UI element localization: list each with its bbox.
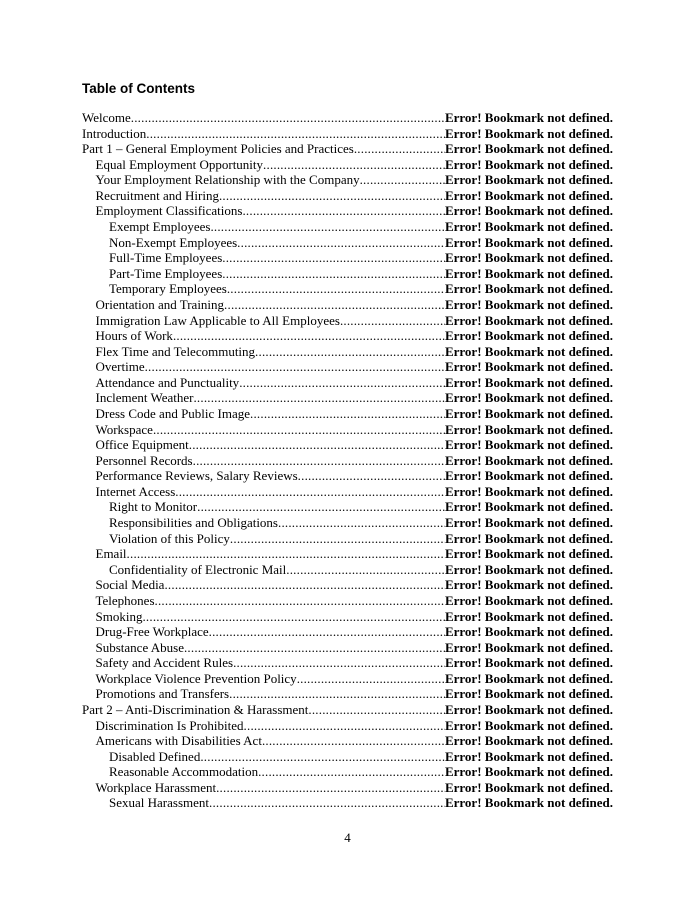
dot-leader xyxy=(222,266,445,282)
dot-leader xyxy=(244,718,445,734)
toc-entry-page-ref: Error! Bookmark not defined. xyxy=(444,156,613,172)
dot-leader xyxy=(197,499,445,515)
toc-entry[interactable] xyxy=(82,297,613,313)
dot-leader xyxy=(286,562,445,578)
toc-entry-page-ref: Error! Bookmark not defined. xyxy=(444,655,613,671)
toc-entry-page-ref: Error! Bookmark not defined. xyxy=(444,234,613,250)
toc-entry[interactable] xyxy=(82,733,613,749)
toc-entry-page-ref: Error! Bookmark not defined. xyxy=(444,421,613,437)
dot-leader xyxy=(278,515,445,531)
toc-entry-label: Right to Monitor xyxy=(109,499,198,515)
toc-entry-label: Promotions and Transfers xyxy=(95,686,230,702)
toc-entry-page-ref: Error! Bookmark not defined. xyxy=(444,592,613,608)
toc-entry-label: Exempt Employees xyxy=(109,219,211,235)
toc-title: Table of Contents xyxy=(82,81,195,96)
dot-leader xyxy=(189,437,445,453)
toc-entry[interactable] xyxy=(82,235,613,251)
dot-leader xyxy=(308,702,445,718)
toc-entry-label: Immigration Law Applicable to All Employees xyxy=(95,312,340,328)
toc-entry[interactable] xyxy=(82,531,613,547)
toc-entry-page-ref: Error! Bookmark not defined. xyxy=(444,187,613,203)
toc-entry[interactable] xyxy=(82,780,613,796)
toc-entry[interactable] xyxy=(82,609,613,625)
toc-entry-label: Workspace xyxy=(95,421,153,437)
toc-entry-page-ref: Error! Bookmark not defined. xyxy=(444,437,613,453)
toc-entry-page-ref: Error! Bookmark not defined. xyxy=(444,125,613,141)
dot-leader xyxy=(222,250,445,266)
toc-entry-label: Overtime xyxy=(95,359,145,375)
toc-entry-page-ref: Error! Bookmark not defined. xyxy=(444,701,613,717)
dot-leader xyxy=(262,733,445,749)
dot-leader xyxy=(230,531,445,547)
toc-entry[interactable] xyxy=(82,266,613,282)
dot-leader xyxy=(237,235,445,251)
toc-entry[interactable] xyxy=(82,203,613,219)
toc-entry-label: Social Media xyxy=(95,577,165,593)
toc-entry-page-ref: Error! Bookmark not defined. xyxy=(444,265,613,281)
dot-leader xyxy=(209,795,445,811)
toc-entry-label: Part-Time Employees xyxy=(109,265,223,281)
toc-entry-page-ref: Error! Bookmark not defined. xyxy=(444,748,613,764)
toc-entry-label: Part 1 – General Employment Policies and Practices xyxy=(82,141,354,157)
dot-leader xyxy=(127,546,445,562)
toc-entry-page-ref: Error! Bookmark not defined. xyxy=(444,795,613,811)
toc-entry[interactable] xyxy=(82,624,613,640)
toc-entry-label: Workplace Harassment xyxy=(95,779,217,795)
toc-entry-page-ref: Error! Bookmark not defined. xyxy=(444,374,613,390)
toc-entry-page-ref: Error! Bookmark not defined. xyxy=(444,483,613,499)
toc-entry[interactable] xyxy=(82,313,613,329)
toc-entry-page-ref: Error! Bookmark not defined. xyxy=(444,515,613,531)
toc-entry-label: Attendance and Punctuality xyxy=(95,374,240,390)
toc-entry[interactable] xyxy=(82,702,613,718)
toc-entry-label: Disabled Defined xyxy=(109,748,201,764)
toc-entry[interactable] xyxy=(82,562,613,578)
toc-entry-label: Performance Reviews, Salary Reviews xyxy=(95,468,298,484)
toc-entry[interactable] xyxy=(82,406,613,422)
toc-entry-page-ref: Error! Bookmark not defined. xyxy=(444,250,613,266)
toc-entry[interactable] xyxy=(82,546,613,562)
toc-entry-page-ref: Error! Bookmark not defined. xyxy=(444,717,613,733)
toc-entry[interactable] xyxy=(82,764,613,780)
toc-entry-label: Orientation and Training xyxy=(95,296,225,312)
toc-entry-label: Recruitment and Hiring xyxy=(95,187,219,203)
dot-leader xyxy=(209,624,445,640)
toc-entry-page-ref: Error! Bookmark not defined. xyxy=(444,624,613,640)
toc-entry-page-ref: Error! Bookmark not defined. xyxy=(444,530,613,546)
toc-entry[interactable] xyxy=(82,499,613,515)
toc-entry-page-ref: Error! Bookmark not defined. xyxy=(444,296,613,312)
toc-entry[interactable] xyxy=(82,577,613,593)
dot-leader xyxy=(219,188,445,204)
dot-leader xyxy=(164,577,444,593)
toc-entry-label: Flex Time and Telecommuting xyxy=(95,343,256,359)
toc-entry[interactable] xyxy=(82,188,613,204)
toc-entry[interactable] xyxy=(82,453,613,469)
toc-entry-label: Sexual Harassment xyxy=(109,795,210,811)
toc-entry-page-ref: Error! Bookmark not defined. xyxy=(444,764,613,780)
toc-entry-label: Full-Time Employees xyxy=(109,250,223,266)
toc-entry-page-ref: Error! Bookmark not defined. xyxy=(444,670,613,686)
toc-entry-label: Safety and Accident Rules xyxy=(95,655,234,671)
dot-leader xyxy=(250,406,445,422)
toc-entry[interactable] xyxy=(82,795,613,811)
toc-entry[interactable] xyxy=(82,718,613,734)
toc-entry[interactable] xyxy=(82,344,613,360)
toc-entry[interactable] xyxy=(82,390,613,406)
dot-leader xyxy=(131,110,445,126)
toc-entry-page-ref: Error! Bookmark not defined. xyxy=(444,561,613,577)
toc-entry[interactable] xyxy=(82,593,613,609)
toc-entry[interactable] xyxy=(82,281,613,297)
toc-entry-page-ref: Error! Bookmark not defined. xyxy=(444,203,613,219)
dot-leader xyxy=(146,126,445,142)
toc-entry-label: Non-Exempt Employees xyxy=(109,234,238,250)
toc-entry[interactable] xyxy=(82,250,613,266)
toc-entry-label: Employment Classifications xyxy=(95,203,243,219)
toc-entry-label: Workplace Violence Prevention Policy xyxy=(95,670,297,686)
toc-entry-page-ref: Error! Bookmark not defined. xyxy=(444,499,613,515)
toc-entry-label: Dress Code and Public Image xyxy=(95,405,251,421)
toc-entry[interactable] xyxy=(82,126,613,142)
toc-entry-label: Introduction xyxy=(82,125,147,141)
dot-leader xyxy=(263,157,445,173)
dot-leader xyxy=(340,313,445,329)
dot-leader xyxy=(258,764,445,780)
dot-leader xyxy=(153,422,445,438)
toc-entry-label: Temporary Employees xyxy=(109,281,227,297)
toc-entry[interactable] xyxy=(82,157,613,173)
toc-entry[interactable] xyxy=(82,437,613,453)
toc-entry-label: Telephones xyxy=(95,592,155,608)
toc-entry[interactable] xyxy=(82,219,613,235)
toc-entry-page-ref: Error! Bookmark not defined. xyxy=(444,219,613,235)
toc-entry-page-ref: Error! Bookmark not defined. xyxy=(444,110,613,125)
toc-entry-page-ref: Error! Bookmark not defined. xyxy=(444,343,613,359)
toc-entry-label: Personnel Records xyxy=(95,452,193,468)
toc-entry[interactable] xyxy=(82,686,613,702)
dot-leader xyxy=(297,671,445,687)
toc-entry-page-ref: Error! Bookmark not defined. xyxy=(444,405,613,421)
toc-entry-page-ref: Error! Bookmark not defined. xyxy=(444,359,613,375)
toc-entry[interactable] xyxy=(82,484,613,500)
toc-entry-label: Internet Access xyxy=(95,483,176,499)
dot-leader xyxy=(224,297,445,313)
dot-leader xyxy=(239,375,445,391)
dot-leader xyxy=(242,203,444,219)
dot-leader xyxy=(175,484,445,500)
toc-entry-label: Hours of Work xyxy=(95,328,173,344)
toc-entry[interactable] xyxy=(82,375,613,391)
dot-leader xyxy=(354,141,445,157)
dot-leader xyxy=(142,609,444,625)
toc-entry-label: Drug-Free Workplace xyxy=(95,624,209,640)
toc-entry-page-ref: Error! Bookmark not defined. xyxy=(444,281,613,297)
toc-entry-label: Smoking xyxy=(95,608,143,624)
toc-entry-label: Inclement Weather xyxy=(95,390,194,406)
dot-leader xyxy=(145,359,445,375)
toc-entry-page-ref: Error! Bookmark not defined. xyxy=(444,733,613,749)
toc-entry[interactable] xyxy=(82,422,613,438)
toc-entry-label: Welcome xyxy=(82,110,131,125)
toc-entry-page-ref: Error! Bookmark not defined. xyxy=(444,468,613,484)
dot-leader xyxy=(255,344,445,360)
toc-entry-page-ref: Error! Bookmark not defined. xyxy=(444,141,613,157)
toc-entry-page-ref: Error! Bookmark not defined. xyxy=(444,686,613,702)
toc-entry-label: Reasonable Accommodation xyxy=(109,764,259,780)
dot-leader xyxy=(229,686,445,702)
dot-leader xyxy=(360,172,445,188)
toc-entry-label: Equal Employment Opportunity xyxy=(95,156,264,172)
toc-entry-page-ref: Error! Bookmark not defined. xyxy=(444,312,613,328)
toc-entry-label: Confidentiality of Electronic Mail xyxy=(109,561,287,577)
dot-leader xyxy=(193,390,444,406)
toc-entry-page-ref: Error! Bookmark not defined. xyxy=(444,577,613,593)
toc-entry[interactable] xyxy=(82,359,613,375)
page-number: 4 xyxy=(344,830,351,845)
toc-entry-page-ref: Error! Bookmark not defined. xyxy=(444,390,613,406)
toc-entry[interactable] xyxy=(82,110,613,126)
toc-entry-label: Part 2 – Anti-Discrimination & Harassment xyxy=(82,701,309,717)
dot-leader xyxy=(210,219,445,235)
toc-entry-page-ref: Error! Bookmark not defined. xyxy=(444,452,613,468)
toc-entry-page-ref: Error! Bookmark not defined. xyxy=(444,608,613,624)
dot-leader xyxy=(216,780,445,796)
toc-entry[interactable] xyxy=(82,671,613,687)
toc-entry-page-ref: Error! Bookmark not defined. xyxy=(444,172,613,188)
toc-entry[interactable] xyxy=(82,640,613,656)
toc-entry-page-ref: Error! Bookmark not defined. xyxy=(444,546,613,562)
toc-entry-label: Substance Abuse xyxy=(95,639,184,655)
toc-entry[interactable] xyxy=(82,515,613,531)
dot-leader xyxy=(173,328,445,344)
dot-leader xyxy=(200,749,445,765)
toc-entry[interactable] xyxy=(82,141,613,157)
toc-entry-label: Discrimination Is Prohibited xyxy=(95,717,244,733)
toc-entry-page-ref: Error! Bookmark not defined. xyxy=(444,328,613,344)
dot-leader xyxy=(155,593,445,609)
dot-leader xyxy=(227,281,445,297)
dot-leader xyxy=(184,640,445,656)
dot-leader xyxy=(233,655,445,671)
toc-entry-label: Responsibilities and Obligations xyxy=(109,515,278,531)
toc-entry[interactable] xyxy=(82,328,613,344)
dot-leader xyxy=(193,453,445,469)
toc-entry-label: Americans with Disabilities Act xyxy=(95,733,262,749)
toc-entry-page-ref: Error! Bookmark not defined. xyxy=(444,779,613,795)
toc-entry-label: Office Equipment xyxy=(95,437,189,453)
toc-list xyxy=(82,110,613,811)
toc-entry[interactable] xyxy=(82,655,613,671)
toc-entry[interactable] xyxy=(82,172,613,188)
toc-entry-label: Your Employment Relationship with the Company xyxy=(95,172,360,188)
dot-leader xyxy=(298,468,445,484)
toc-entry[interactable] xyxy=(82,749,613,765)
toc-entry-label: Email xyxy=(95,546,127,562)
toc-entry-page-ref: Error! Bookmark not defined. xyxy=(444,639,613,655)
toc-entry[interactable] xyxy=(82,468,613,484)
toc-entry-label: Violation of this Policy xyxy=(109,530,230,546)
